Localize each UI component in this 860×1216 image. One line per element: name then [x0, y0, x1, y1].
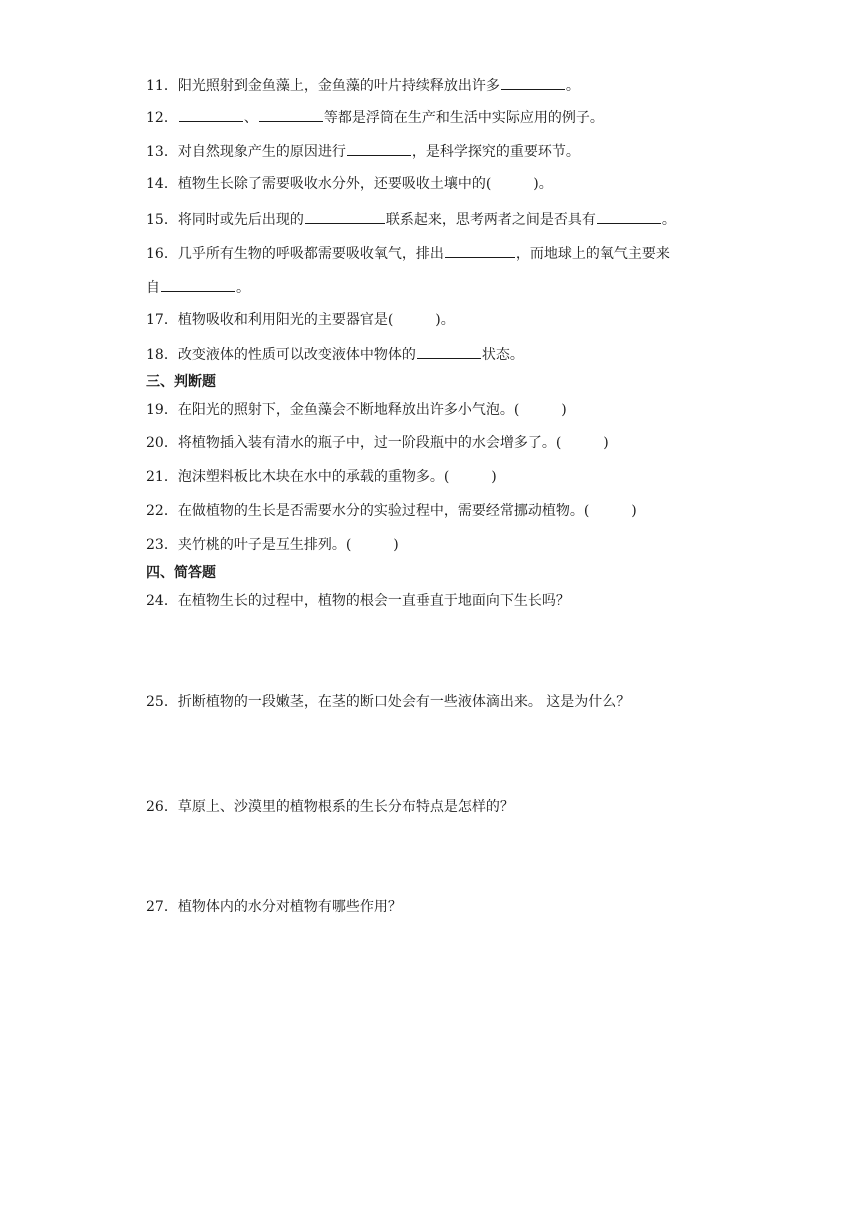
- answer-blank[interactable]: [179, 106, 243, 122]
- question-number: 22．: [146, 503, 178, 519]
- question-text-end: )。: [435, 312, 455, 328]
- question-number: 24．: [146, 593, 178, 609]
- question-number: 19．: [146, 402, 178, 418]
- question-text: 对自然现象产生的原因进行: [177, 144, 346, 160]
- question-text: 植物体内的水分对植物有哪些作用？: [177, 899, 402, 915]
- question-14: [146, 174, 553, 194]
- question-text: 在做植物的生长是否需要水分的实验过程中，需要经常挪动植物。(: [177, 503, 590, 519]
- answer-blank[interactable]: [259, 106, 323, 122]
- question-number: 21．: [146, 469, 178, 485]
- question-text-end: 等都是浮筒在生产和生活中实际应用的例子。: [323, 110, 604, 126]
- question-text: 夹竹桃的叶子是互生排列。(: [177, 537, 352, 553]
- question-23: [146, 535, 399, 555]
- question-25: [146, 692, 630, 712]
- question-21: [146, 467, 497, 487]
- paren-close: ): [603, 435, 609, 451]
- question-24: [146, 591, 570, 611]
- section-heading-short-answer: 四、简答题: [146, 565, 216, 581]
- question-text-end: )。: [533, 176, 553, 192]
- question-11: [146, 74, 580, 96]
- answer-blank[interactable]: [597, 208, 661, 224]
- answer-blank[interactable]: [417, 343, 481, 359]
- question-text: 改变液体的性质可以改变液体中物体的: [177, 347, 416, 363]
- answer-blank[interactable]: [501, 74, 565, 90]
- paren-close: ): [393, 537, 399, 553]
- question-text: 阳光照射到金鱼藻上，金鱼藻的叶片持续释放出许多: [177, 78, 500, 94]
- question-text: 草原上、沙漠里的植物根系的生长分布特点是怎样的？: [177, 799, 514, 815]
- question-16-continued: [146, 276, 250, 298]
- question-text: 、: [243, 110, 258, 126]
- answer-blank[interactable]: [445, 242, 515, 258]
- question-text-end: ，而地球上的氧气主要来: [515, 246, 670, 262]
- question-number: 16．: [146, 246, 178, 262]
- question-text: 自: [146, 280, 160, 296]
- paren-close: ): [491, 469, 497, 485]
- question-number: 20．: [146, 435, 178, 451]
- question-text-end: 状态。: [481, 347, 524, 363]
- question-26: [146, 797, 514, 817]
- answer-blank[interactable]: [347, 140, 411, 156]
- question-text: 将植物插入装有清水的瓶子中，过一阶段瓶中的水会增多了。(: [177, 435, 562, 451]
- question-text: 在阳光的照射下，金鱼藻会不断地释放出许多小气泡。(: [177, 402, 520, 418]
- question-27: [146, 897, 402, 917]
- question-15: [146, 208, 676, 230]
- question-20: [146, 433, 609, 453]
- question-16: [146, 242, 670, 264]
- question-text: 几乎所有生物的呼吸都需要吸收氧气，排出: [177, 246, 444, 262]
- question-number: 25．: [146, 694, 178, 710]
- question-13: [146, 140, 580, 162]
- question-text: 泡沫塑料板比木块在水中的承载的重物多。(: [177, 469, 450, 485]
- question-12: [146, 106, 604, 128]
- question-number: 27．: [146, 899, 178, 915]
- question-number: 11．: [146, 78, 178, 94]
- question-17: [146, 310, 455, 330]
- question-number: 13．: [146, 144, 178, 160]
- question-text-end: 。: [661, 212, 676, 228]
- question-number: 12．: [146, 110, 178, 126]
- question-text-end: 。: [236, 280, 250, 296]
- question-number: 23．: [146, 537, 178, 553]
- question-text: 植物生长除了需要吸收水分外，还要吸收土壤中的(: [177, 176, 492, 192]
- section-heading-judge: 三、判断题: [146, 374, 216, 390]
- question-text-end: 。: [565, 78, 580, 94]
- question-number: 15．: [146, 212, 178, 228]
- question-number: 18．: [146, 347, 178, 363]
- question-number: 14．: [146, 176, 178, 192]
- question-text: 在植物生长的过程中，植物的根会一直垂直于地面向下生长吗？: [177, 593, 570, 609]
- question-text-end: ，是科学探究的重要环节。: [411, 144, 580, 160]
- question-text-mid: 联系起来，思考两者之间是否具有: [385, 212, 596, 228]
- answer-blank[interactable]: [305, 208, 385, 224]
- question-22: [146, 501, 637, 521]
- paren-close: ): [561, 402, 567, 418]
- question-text: 折断植物的一段嫩茎，在茎的断口处会有一些液体滴出来。 这是为什么？: [177, 694, 631, 710]
- question-number: 17．: [146, 312, 178, 328]
- question-19: [146, 400, 567, 420]
- question-number: 26．: [146, 799, 178, 815]
- question-text: 植物吸收和利用阳光的主要器官是(: [177, 312, 394, 328]
- answer-blank[interactable]: [161, 276, 235, 292]
- paren-close: ): [631, 503, 637, 519]
- question-text: 将同时或先后出现的: [177, 212, 304, 228]
- question-18: [146, 343, 524, 365]
